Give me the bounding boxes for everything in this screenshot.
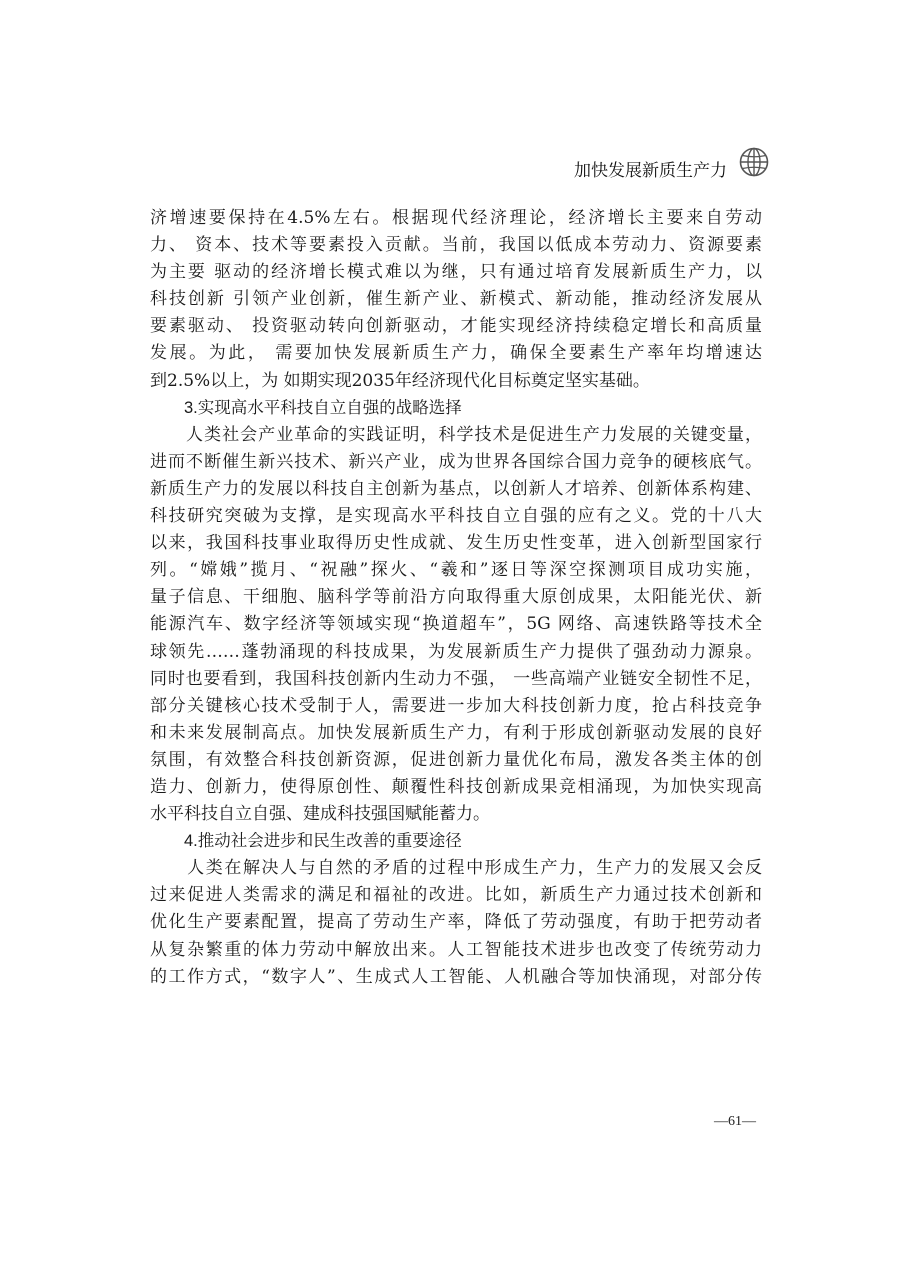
paragraph-line: 为主要 驱动的经济增长模式难以为继，只有通过培育发展新质生产力，以 xyxy=(150,262,762,283)
paragraph-line: 发展。为此， 需要加快发展新质生产力，确保全要素生产率年均增速达 xyxy=(150,343,762,364)
paragraph-line: 列。“嫦娥”揽月、“祝融”探火、“羲和”逐日等深空探测项目成功实施， xyxy=(150,560,762,581)
paragraph-line: 和未来发展制高点。加快发展新质生产力，有利于形成创新驱动发展的良好 xyxy=(150,722,762,743)
paragraph-line: 水平科技自立自强、建成科技强国赋能蓄力。 xyxy=(150,804,490,825)
paragraph-line: 以来，我国科技事业取得历史性成就、发生历史性变革，进入创新型国家行 xyxy=(150,533,762,554)
paragraph-line: 部分关键核心技术受制于人，需要进一步加大科技创新力度，抢占科技竞争 xyxy=(150,695,762,716)
paragraph-line: 量子信息、干细胞、脑科学等前沿方向取得重大原创成果，太阳能光伏、新 xyxy=(150,587,762,608)
paragraph-line: 氛围，有效整合科技创新资源，促进创新力量优化布局，激发各类主体的创 xyxy=(150,749,762,770)
paragraph-line: 进而不断催生新兴技术、新兴产业，成为世界各国综合国力竞争的硬核底气。 xyxy=(150,451,762,472)
section-heading: 3.实现高水平科技自立自强的战略选择 xyxy=(184,398,462,417)
paragraph-line: 新质生产力的发展以科技自主创新为基点，以创新人才培养、创新体系构建、 xyxy=(150,478,762,499)
paragraph-line: 从复杂繁重的体力劳动中解放出来。人工智能技术进步也改变了传统劳动力 xyxy=(150,939,762,960)
paragraph-line: 能源汽车、数字经济等领域实现“换道超车”，5G 网络、高速铁路等技术全 xyxy=(150,614,762,635)
paragraph-line: 科技研究突破为支撑，是实现高水平科技自立自强的应有之义。党的十八大 xyxy=(150,506,762,527)
running-header xyxy=(574,142,769,181)
paragraph-line: 济增速要保持在4.5%左右。根据现代经济理论，经济增长主要来自劳动 xyxy=(150,208,762,228)
paragraph-line: 到2.5%以上，为 如期实现2035年经济现代化目标奠定坚实基础。 xyxy=(150,370,650,391)
paragraph-line: 的工作方式，“数字人”、生成式人工智能、人机融合等加快涌现，对部分传 xyxy=(150,966,762,987)
paragraph-line: 造力、创新力，使得原创性、颠覆性科技创新成果竞相涌现，为加快实现高 xyxy=(150,776,762,797)
paragraph-line: 要素驱动、 投资驱动转向创新驱动，才能实现经济持续稳定增长和高质量 xyxy=(150,316,762,337)
paragraph-line: 人类社会产业革命的实践证明，科学技术是促进生产力发展的关键变量， xyxy=(150,424,762,445)
paragraph-line: 同时也要看到，我国科技创新内生动力不强， 一些高端产业链安全韧性不足， xyxy=(150,668,762,689)
paragraph-line: 球领先……蓬勃涌现的科技成果，为发展新质生产力提供了强劲动力源泉。 xyxy=(150,641,762,662)
section-heading: 4.推动社会进步和民生改善的重要途径 xyxy=(184,832,462,851)
paragraph-line: 力、 资本、技术等要素投入贡献。当前，我国以低成本劳动力、资源要素 xyxy=(150,235,762,256)
page-body xyxy=(150,205,762,991)
paragraph-line: 科技创新 引领产业创新，催生新产业、新模式、新动能，推动经济发展从 xyxy=(150,289,762,310)
globe-icon xyxy=(739,147,769,177)
paragraph-line: 人类在解决人与自然的矛盾的过程中形成生产力，生产力的发展又会反 xyxy=(150,858,762,879)
running-header-title: 加快发展新质生产力 xyxy=(574,161,727,180)
paragraph-line: 过来促进人类需求的满足和福祉的改进。比如，新质生产力通过技术创新和 xyxy=(150,885,762,906)
paragraph-line: 优化生产要素配置，提高了劳动生产率，降低了劳动强度，有助于把劳动者 xyxy=(150,912,762,933)
page-number: —61— xyxy=(714,1114,756,1129)
